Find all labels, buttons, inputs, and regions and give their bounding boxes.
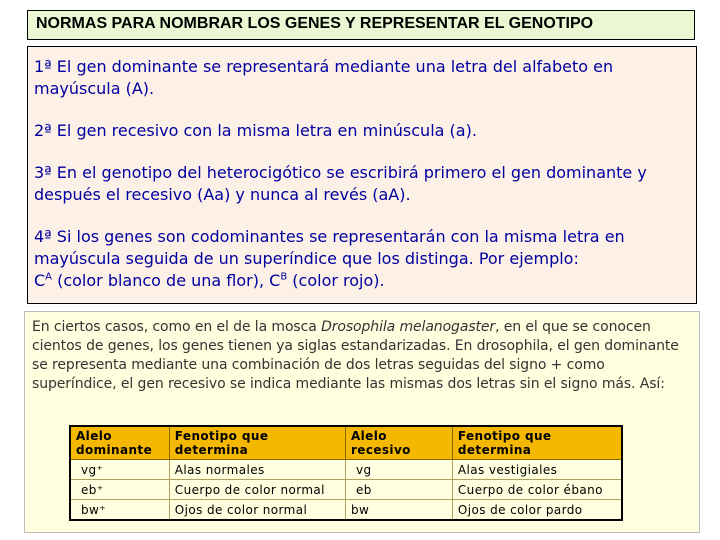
alleles-table: [69, 425, 623, 521]
rules-panel: [27, 46, 697, 304]
color-a-text: (color blanco de una flor),: [52, 271, 270, 290]
species-name: Drosophila melanogaster: [321, 319, 496, 335]
table-row: [70, 460, 622, 480]
header-recessive-phenotype: Fenotipo que determina: [452, 426, 622, 460]
phenotype-cell: Ojos de color pardo: [452, 500, 622, 521]
header-recessive-allele: Alelo recesivo: [345, 426, 452, 460]
table-row: [70, 480, 622, 500]
allele-superscript: A: [45, 271, 53, 283]
rule-4-text: 4ª Si los genes son codominantes se representarán con la misma letra en mayúscula seguida de un superíndice que los distinga. Por ejemplo:: [34, 227, 625, 268]
phenotype-cell: Cuerpo de color ébano: [452, 480, 622, 500]
dominant-allele-cell: vg⁺: [70, 460, 169, 480]
allele-letter: C: [34, 271, 46, 290]
allele-superscript: B: [280, 271, 288, 283]
table-row: [70, 500, 622, 521]
allele-c-a: [34, 271, 52, 290]
allele-c-b: [269, 271, 287, 290]
recessive-allele-cell: eb: [345, 480, 452, 500]
dominant-allele-cell: bw⁺: [70, 500, 169, 521]
phenotype-cell: Ojos de color normal: [169, 500, 345, 521]
phenotype-cell: Alas vestigiales: [452, 460, 622, 480]
phenotype-cell: Alas normales: [169, 460, 345, 480]
rule-1: 1ª El gen dominante se representará mediante una letra del alfabeto en mayúscula (A).: [34, 57, 614, 98]
rule-2: 2ª El gen recesivo con la misma letra en minúscula (a).: [34, 121, 477, 140]
table-header-row: [70, 426, 622, 460]
page-title: NORMAS PARA NOMBRAR LOS GENES Y REPRESENTAR EL GENOTIPO: [27, 10, 695, 40]
info-text-1: En ciertos casos, como en el de la mosca: [32, 319, 322, 335]
recessive-allele-cell: vg: [345, 460, 452, 480]
info-text-2: , en el que se conocen cientos de genes, los genes tienen ya siglas estandarizadas. En drosophila, el gen dominante se representa mediante una combinación de dos letras seguidas del signo + como superíndice, el gen recesivo se indica mediante las mismas dos letras sin el signo más. Así:: [32, 319, 679, 392]
drosophila-info-panel: [24, 311, 700, 533]
allele-letter: C: [269, 271, 281, 290]
rule-3: 3ª En el genotipo del heterocigótico se escribirá primero el gen dominante y después el recesivo (Aa) y nunca al revés (aA).: [34, 163, 647, 204]
dominant-allele-cell: eb⁺: [70, 480, 169, 500]
header-dominant-allele: Alelo dominante: [70, 426, 169, 460]
recessive-allele-cell: bw: [345, 500, 452, 521]
rule-4: [34, 226, 690, 292]
info-paragraph: [32, 318, 692, 394]
phenotype-cell: Cuerpo de color normal: [169, 480, 345, 500]
header-dominant-phenotype: Fenotipo que determina: [169, 426, 345, 460]
color-b-text: (color rojo).: [287, 271, 385, 290]
